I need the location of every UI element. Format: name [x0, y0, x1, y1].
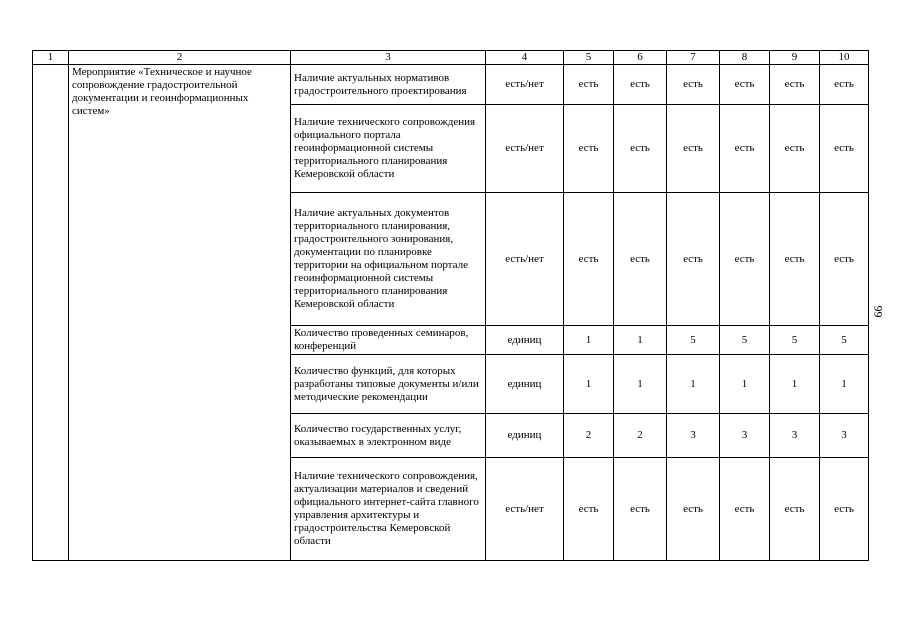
table-row	[33, 65, 869, 105]
value-cell: 1	[564, 355, 614, 414]
value-cell: есть	[720, 105, 770, 193]
indicators-table	[32, 50, 869, 561]
value-cell: есть	[667, 458, 720, 561]
indicator-cell: Количество проведенных семинаров, конференций	[291, 326, 486, 355]
value-cell: есть	[564, 458, 614, 561]
value-cell: есть	[614, 193, 667, 326]
value-cell: есть	[564, 105, 614, 193]
value-cell: есть	[770, 105, 820, 193]
header-cell: 7	[667, 51, 720, 65]
value-cell: есть	[564, 193, 614, 326]
value-cell: есть	[614, 458, 667, 561]
measure-cell: Мероприятие «Техническое и научное сопровождение градостроительной документации и геоинформационных систем»	[69, 65, 291, 561]
unit-cell: есть/нет	[486, 105, 564, 193]
value-cell: 1	[770, 355, 820, 414]
value-cell: есть	[614, 105, 667, 193]
value-cell: есть	[770, 65, 820, 105]
value-cell: 1	[614, 355, 667, 414]
indicator-cell: Наличие актуальных нормативов градостроительного проектирования	[291, 65, 486, 105]
page-number: 99	[871, 305, 886, 318]
indicator-cell: Наличие технического сопровождения официального портала геоинформационной системы территориального планирования Кемеровской области	[291, 105, 486, 193]
value-cell: 5	[770, 326, 820, 355]
indicator-cell: Количество государственных услуг, оказываемых в электронном виде	[291, 414, 486, 458]
value-cell: есть	[667, 193, 720, 326]
value-cell: 5	[667, 326, 720, 355]
header-row	[33, 51, 869, 65]
value-cell: 1	[720, 355, 770, 414]
value-cell: есть	[820, 458, 869, 561]
indicator-cell: Количество функций, для которых разработаны типовые документы и/или методические рекомендации	[291, 355, 486, 414]
value-cell: есть	[770, 458, 820, 561]
unit-cell: единиц	[486, 326, 564, 355]
header-cell: 1	[33, 51, 69, 65]
header-cell: 9	[770, 51, 820, 65]
value-cell: есть	[770, 193, 820, 326]
unit-cell: есть/нет	[486, 193, 564, 326]
unit-cell: единиц	[486, 414, 564, 458]
value-cell: 5	[820, 326, 869, 355]
header-cell: 3	[291, 51, 486, 65]
unit-cell: единиц	[486, 355, 564, 414]
value-cell: 1	[820, 355, 869, 414]
value-cell: 3	[667, 414, 720, 458]
indicator-cell: Наличие технического сопровождения, актуализации материалов и сведений официального интернет-сайта главного управления архитектуры и градостроительства Кемеровской области	[291, 458, 486, 561]
unit-cell: есть/нет	[486, 458, 564, 561]
value-cell: 1	[667, 355, 720, 414]
value-cell: 2	[564, 414, 614, 458]
value-cell: 5	[720, 326, 770, 355]
value-cell: есть	[720, 458, 770, 561]
header-cell: 4	[486, 51, 564, 65]
value-cell: есть	[720, 193, 770, 326]
value-cell: есть	[564, 65, 614, 105]
value-cell: 3	[720, 414, 770, 458]
value-cell: есть	[720, 65, 770, 105]
header-cell: 6	[614, 51, 667, 65]
table-body	[33, 51, 869, 561]
value-cell: 3	[820, 414, 869, 458]
value-cell: есть	[820, 105, 869, 193]
unit-cell: есть/нет	[486, 65, 564, 105]
value-cell: есть	[667, 105, 720, 193]
value-cell: 1	[564, 326, 614, 355]
value-cell: 3	[770, 414, 820, 458]
value-cell: 2	[614, 414, 667, 458]
value-cell: 1	[614, 326, 667, 355]
row-number-cell	[33, 65, 69, 561]
value-cell: есть	[614, 65, 667, 105]
indicator-cell: Наличие актуальных документов территориального планирования, градостроительного зонирования, документации по планировке территории на официальном портале геоинформационной системы территориального планирования Кемеровской области	[291, 193, 486, 326]
value-cell: есть	[820, 65, 869, 105]
header-cell: 10	[820, 51, 869, 65]
header-cell: 2	[69, 51, 291, 65]
header-cell: 5	[564, 51, 614, 65]
value-cell: есть	[667, 65, 720, 105]
header-cell: 8	[720, 51, 770, 65]
value-cell: есть	[820, 193, 869, 326]
